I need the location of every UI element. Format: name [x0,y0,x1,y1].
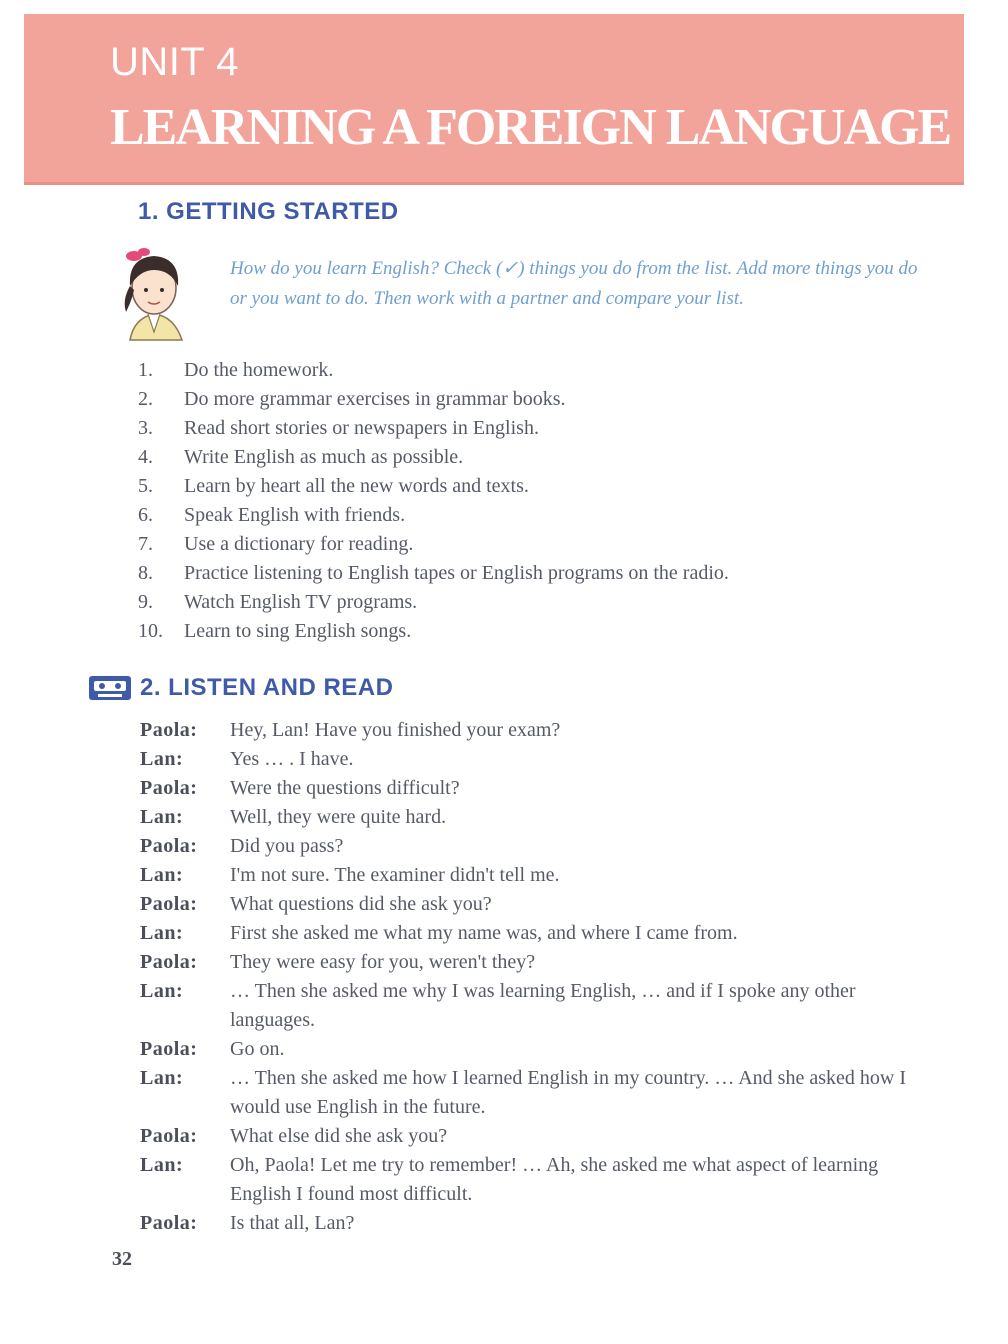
speaker-name: Paola: [140,719,198,741]
speaker-name: Lan: [140,748,184,770]
list-item-text: Watch English TV programs. [184,591,418,613]
unit-title: LEARNING A FOREIGN LANGUAGE [110,99,951,156]
dialogue-line [140,948,940,977]
speech-text: First she asked me what my name was, and where I came from. [230,922,738,944]
dialogue-line [140,803,940,832]
speech-text: Well, they were quite hard. [230,806,447,828]
speech-text: Is that all, Lan? [230,1212,355,1234]
dialogue-line [140,890,940,919]
list-item-number: 4. [138,446,153,468]
dialogue-line [140,919,940,948]
list-item-number: 10. [138,620,163,642]
speech-text: Oh, Paola! Let me try to remember! … Ah, she asked me what aspect of learning English I found most difficult. [230,1154,879,1205]
dialogue-line [140,1035,940,1064]
dialogue-line [140,1209,940,1238]
speaker-name: Lan: [140,806,184,828]
list-item [138,472,729,501]
dialogue-line [140,774,940,803]
dialogue-line [140,716,940,745]
dialogue-line [140,1122,940,1151]
dialogue-line [140,1151,940,1209]
section-heading-getting-started: 1. GETTING STARTED [138,198,399,225]
dialogue-line [140,861,940,890]
speaker-name: Lan: [140,864,184,886]
girl-illustration-icon [108,240,200,348]
speaker-name: Paola: [140,1212,198,1234]
section-heading-listen-and-read: 2. LISTEN AND READ [140,674,394,701]
list-item [138,385,729,414]
list-item-text: Do more grammar exercises in grammar books. [184,388,566,410]
speech-text: They were easy for you, weren't they? [230,951,536,973]
page-number: 32 [112,1248,132,1270]
unit-label: UNIT 4 [110,40,239,84]
list-item-number: 6. [138,504,153,526]
speech-text: What questions did she ask you? [230,893,492,915]
speech-text: Did you pass? [230,835,344,857]
list-item-number: 1. [138,359,153,381]
dialogue-line [140,977,940,1035]
section1-instructions: How do you learn English? Check (✓) things you do from the list. Add more things you do or you want to do. Then work with a partner and compare your list. [230,258,918,309]
speech-text: Go on. [230,1038,285,1060]
list-item-text: Speak English with friends. [184,504,406,526]
dialogue-line [140,832,940,861]
speech-text: I'm not sure. The examiner didn't tell me. [230,864,560,886]
speaker-name: Lan: [140,1154,184,1176]
speaker-name: Paola: [140,1038,198,1060]
learning-methods-list [138,356,729,646]
speaker-name: Paola: [140,777,198,799]
speech-text: … Then she asked me why I was learning English, … and if I spoke any other languages. [230,980,856,1031]
cassette-icon [88,675,132,701]
list-item-text: Learn to sing English songs. [184,620,412,642]
list-item-number: 3. [138,417,153,439]
speaker-name: Lan: [140,980,184,1002]
speaker-name: Paola: [140,893,198,915]
speech-text: What else did she ask you? [230,1125,448,1147]
speech-text: … Then she asked me how I learned English in my country. … And she asked how I would use English in the future. [230,1067,906,1118]
speech-text: Yes … . I have. [230,748,354,770]
list-item-number: 5. [138,475,153,497]
list-item [138,617,729,646]
list-item [138,356,729,385]
list-item [138,530,729,559]
list-item-text: Do the homework. [184,359,334,381]
list-item-text: Read short stories or newspapers in English. [184,417,539,439]
speaker-name: Paola: [140,835,198,857]
unit-banner [24,14,964,185]
list-item-number: 9. [138,591,153,613]
speech-text: Hey, Lan! Have you finished your exam? [230,719,561,741]
list-item-number: 2. [138,388,153,410]
speech-text: Were the questions difficult? [230,777,460,799]
speaker-name: Lan: [140,922,184,944]
list-item-text: Use a dictionary for reading. [184,533,414,555]
list-item [138,443,729,472]
speaker-name: Lan: [140,1067,184,1089]
list-item-number: 8. [138,562,153,584]
list-item-text: Write English as much as possible. [184,446,464,468]
list-item-text: Practice listening to English tapes or English programs on the radio. [184,562,729,584]
list-item-number: 7. [138,533,153,555]
dialogue [140,716,940,1238]
list-item [138,559,729,588]
speaker-name: Paola: [140,951,198,973]
list-item [138,414,729,443]
list-item [138,588,729,617]
dialogue-line [140,1064,940,1122]
dialogue-line [140,745,940,774]
list-item [138,501,729,530]
speaker-name: Paola: [140,1125,198,1147]
list-item-text: Learn by heart all the new words and texts. [184,475,529,497]
